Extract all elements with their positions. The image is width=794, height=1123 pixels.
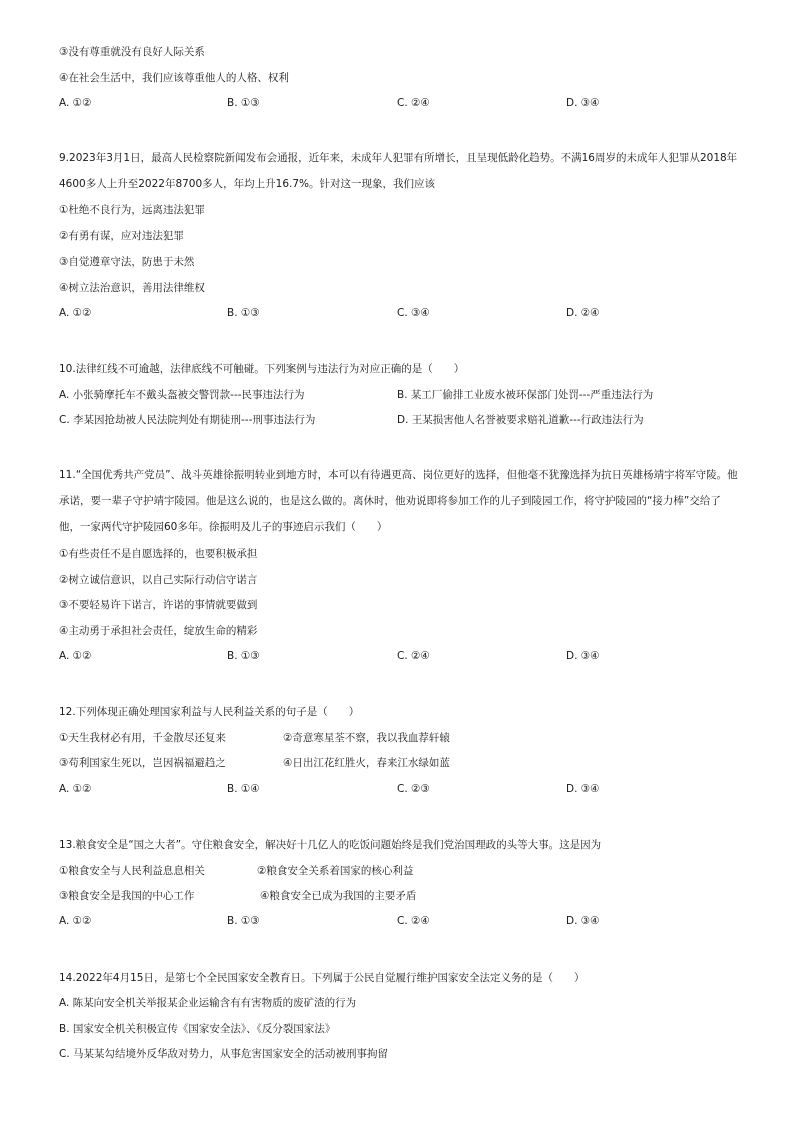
q13-option-a[interactable]: A. ①② xyxy=(59,915,92,927)
q9-option-c[interactable]: C. ③④ xyxy=(397,307,430,319)
q12-item-2: ②奇意寒星荃不察，我以我血荐轩辕 xyxy=(283,732,450,744)
q8-option-d[interactable]: D. ③④ xyxy=(566,97,600,109)
q11-stem: 11.“全国优秀共产党员”、战斗英雄徐振明转业到地方时，本可以有待遇更高、岗位更好的选择，但他毫不犹豫选择为抗日英雄杨靖宇将军守陵。他承诺，要一辈子守护靖宇陵园。他是这么说的，也是这么做的。离休时，他劝说即将参加工作的儿子到陵园工作，将守护陵园的“接力棒”交给了他，一家两代守护陵园60多年。徐振明及儿子的事迹启示我们（ ） xyxy=(59,469,738,533)
q12-items-row1 xyxy=(59,731,749,745)
q11-options xyxy=(59,649,749,663)
q12-option-b[interactable]: B. ①④ xyxy=(227,783,260,795)
q11-option-c[interactable]: C. ②④ xyxy=(397,650,430,662)
q9-option-d[interactable]: D. ②④ xyxy=(566,307,600,319)
q11-item-1: ①有些责任不是自愿选择的，也要积极承担 xyxy=(59,548,258,560)
q13-item-3: ③粮食安全是我国的中心工作 xyxy=(59,890,195,902)
q13-options xyxy=(59,914,749,928)
q9-option-a[interactable]: A. ①② xyxy=(59,307,92,319)
q10-option-b[interactable]: B. 某工厂偷排工业废水被环保部门处罚---严重违法行为 xyxy=(397,389,654,401)
q13-items-row1 xyxy=(59,864,749,878)
q10-option-c[interactable]: C. 李某因抢劫被人民法院判处有期徒刑---刑事违法行为 xyxy=(59,414,316,426)
q9-options xyxy=(59,306,749,320)
q10-options-row1 xyxy=(59,388,749,402)
q13-item-2: ②粮食安全关系着国家的核心利益 xyxy=(257,865,414,877)
q12-option-d[interactable]: D. ③④ xyxy=(566,783,600,795)
q12-option-a[interactable]: A. ①② xyxy=(59,783,92,795)
q8-option-c[interactable]: C. ②④ xyxy=(397,97,430,109)
q8-item-3: ③没有尊重就没有良好人际关系 xyxy=(59,46,205,58)
q9-item-4: ④树立法治意识，善用法律维权 xyxy=(59,282,205,294)
q9-stem: 9.2023年3月1日，最高人民检察院新闻发布会通报，近年来，未成年人犯罪有所增长，且呈现低龄化趋势。不满16周岁的未成年人犯罪从2018年4600多人上升至2022年8700多人，年均上升16.7%。针对这一现象，我们应该 xyxy=(59,152,738,190)
q10-options-row2 xyxy=(59,413,749,427)
q12-item-1: ①天生我材必有用，千金散尽还复来 xyxy=(59,732,226,744)
q14-option-b[interactable]: B. 国家安全机关积极宣传《国家安全法》、《反分裂国家法》 xyxy=(59,1023,336,1035)
q13-items-row2 xyxy=(59,889,749,903)
q14-stem: 14.2022年4月15日，是第七个全民国家安全教育日。下列属于公民自觉履行维护国家安全法定义务的是（ ） xyxy=(59,972,585,984)
q8-option-a[interactable]: A. ①② xyxy=(59,97,92,109)
q13-item-4: ④粮食安全已成为我国的主要矛盾 xyxy=(260,890,417,902)
q11-item-2: ②树立诚信意识，以自己实际行动信守诺言 xyxy=(59,574,258,586)
q9-option-b[interactable]: B. ①③ xyxy=(227,307,260,319)
q13-item-1: ①粮食安全与人民利益息息相关 xyxy=(59,865,205,877)
q9-item-3: ③自觉遵章守法，防患于未然 xyxy=(59,256,195,268)
q13-option-d[interactable]: D. ③④ xyxy=(566,915,600,927)
q12-item-3: ③苟利国家生死以，岂因祸福避趋之 xyxy=(59,757,226,769)
q8-item-4: ④在社会生活中，我们应该尊重他人的人格、权利 xyxy=(59,72,289,84)
q12-stem: 12.下列体现正确处理国家利益与人民利益关系的句子是（ ） xyxy=(59,706,360,718)
q10-option-a[interactable]: A. 小张骑摩托车不戴头盔被交警罚款---民事违法行为 xyxy=(59,389,305,401)
q14-option-c[interactable]: C. 马某某勾结境外反华敌对势力，从事危害国家安全的活动被刑事拘留 xyxy=(59,1048,389,1060)
q13-option-c[interactable]: C. ②④ xyxy=(397,915,430,927)
q14-option-a[interactable]: A. 陈某向安全机关举报某企业运输含有有害物质的废矿渣的行为 xyxy=(59,997,357,1009)
q11-option-a[interactable]: A. ①② xyxy=(59,650,92,662)
q10-option-d[interactable]: D. 王某损害他人名誉被要求赔礼道歉---行政违法行为 xyxy=(397,414,644,426)
q13-option-b[interactable]: B. ①③ xyxy=(227,915,260,927)
q13-stem: 13.粮食安全是“国之大者”。守住粮食安全，解决好十几亿人的吃饭问题始终是我们党治国理政的头等大事。这是因为 xyxy=(59,839,602,851)
q12-option-c[interactable]: C. ②③ xyxy=(397,783,430,795)
q12-options xyxy=(59,782,749,796)
q9-item-1: ①杜绝不良行为，远离违法犯罪 xyxy=(59,204,205,216)
q11-item-4: ④主动勇于承担社会责任，绽放生命的精彩 xyxy=(59,625,258,637)
q10-stem: 10.法律红线不可逾越，法律底线不可触碰。下列案例与违法行为对应正确的是（ ） xyxy=(59,363,465,375)
q12-items-row2 xyxy=(59,756,749,770)
q9-item-2: ②有勇有谋，应对违法犯罪 xyxy=(59,230,184,242)
q8-option-b[interactable]: B. ①③ xyxy=(227,97,260,109)
q11-item-3: ③不要轻易许下诺言，许诺的事情就要做到 xyxy=(59,599,258,611)
q11-option-d[interactable]: D. ③④ xyxy=(566,650,600,662)
q12-item-4: ④日出江花红胜火，春来江水绿如蓝 xyxy=(283,757,450,769)
q8-options xyxy=(59,96,749,110)
q11-option-b[interactable]: B. ①③ xyxy=(227,650,260,662)
